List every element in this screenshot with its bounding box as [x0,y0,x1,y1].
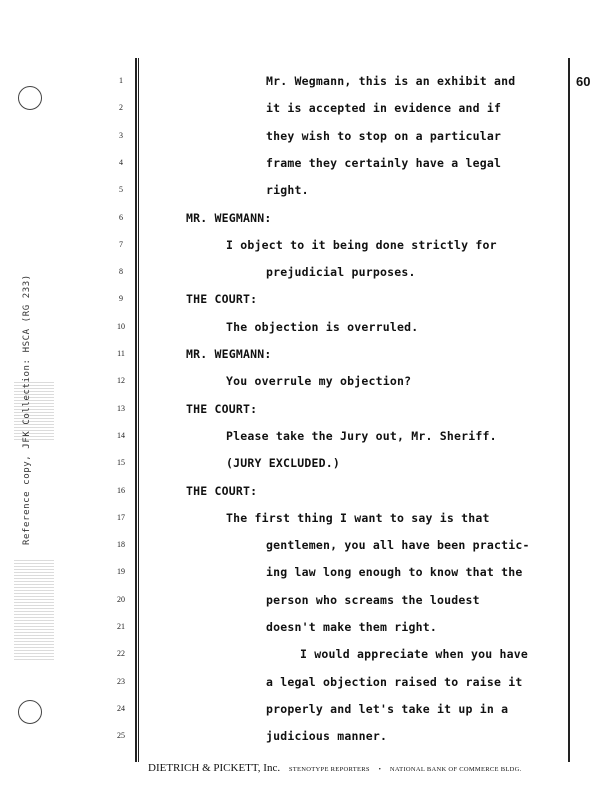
line-number: 18 [117,540,125,550]
transcript-line: You overrule my objection? [226,374,412,389]
transcript-line: a legal objection raised to raise it [266,674,523,689]
page-number: 60 [576,74,591,89]
transcript-line: I object to it being done strictly for [226,237,497,252]
line-number: 17 [117,512,125,522]
transcript-line: judicious manner. [266,729,388,744]
reporter-footer: DIETRICH & PICKETT, Inc. STENOTYPE REPORTERS • NATIONAL BANK OF COMMERCE BLDG. [148,762,522,774]
transcript-line: gentlemen, you all have been practic- [266,538,530,553]
line-number: 22 [117,649,125,659]
punch-hole-top [18,86,42,110]
line-number: 2 [119,103,123,113]
footer-address: NATIONAL BANK OF COMMERCE BLDG. [389,766,522,773]
transcript-line: frame they certainly have a legal [266,155,502,170]
transcript-line: (JURY EXCLUDED.) [226,456,340,471]
transcript-line: Please take the Jury out, Mr. Sheriff. [226,428,497,443]
line-number: 13 [117,403,125,413]
line-number: 5 [119,185,123,195]
line-number: 6 [119,212,123,222]
line-number: 8 [119,267,123,277]
line-number: 23 [117,676,125,686]
transcript-line: THE COURT: [186,401,258,416]
footer-firm: DIETRICH & PICKETT, Inc. [148,762,281,774]
transcript-line: doesn't make them right. [266,620,437,634]
line-number: 1 [119,76,123,85]
line-number: 10 [117,321,125,331]
line-number: 21 [117,622,125,631]
left-margin-rule [135,58,137,762]
transcript-line: I would appreciate when you have [300,647,528,662]
footer-service: STENOTYPE REPORTERS [288,766,370,773]
transcript-line: they wish to stop on a particular [266,128,502,143]
transcript-line: right. [266,183,309,198]
transcript-line: it is accepted in evidence and if [266,101,502,116]
transcript-line: MR. WEGMANN: [186,347,272,361]
line-number: 3 [119,130,123,140]
line-number: 4 [119,157,123,167]
right-margin-rule [568,58,570,762]
transcript-line: person who screams the loudest [266,592,480,607]
line-number: 24 [117,703,125,713]
transcript-line: ing law long enough to know that the [266,565,523,580]
punch-hole-bottom [18,700,42,724]
transcript-line: The first thing I want to say is that [226,510,490,525]
transcript-line: MR. WEGMANN: [186,210,272,225]
left-margin-rule-inner [138,58,139,762]
line-number: 20 [117,594,125,604]
line-number: 7 [119,239,123,249]
transcript-line: THE COURT: [186,483,258,498]
scan-noise [14,560,54,660]
archive-reference-note: Reference copy, JFK Collection: HSCA (RG 233) [22,274,32,545]
transcript-line: Mr. Wegmann, this is an exhibit and [266,74,516,88]
line-number: 12 [117,376,125,386]
line-number: 14 [117,430,125,440]
transcript-line: properly and let's take it up in a [266,701,509,716]
line-number: 25 [117,731,125,741]
line-number: 19 [117,567,125,577]
scan-noise [14,380,54,440]
transcript-line: THE COURT: [186,292,258,307]
line-number: 11 [117,349,125,358]
line-number: 15 [117,458,125,468]
transcript-line: prejudicial purposes. [266,265,416,280]
line-number: 9 [119,294,123,304]
line-number: 16 [117,485,125,495]
transcript-line: The objection is overruled. [226,319,419,334]
